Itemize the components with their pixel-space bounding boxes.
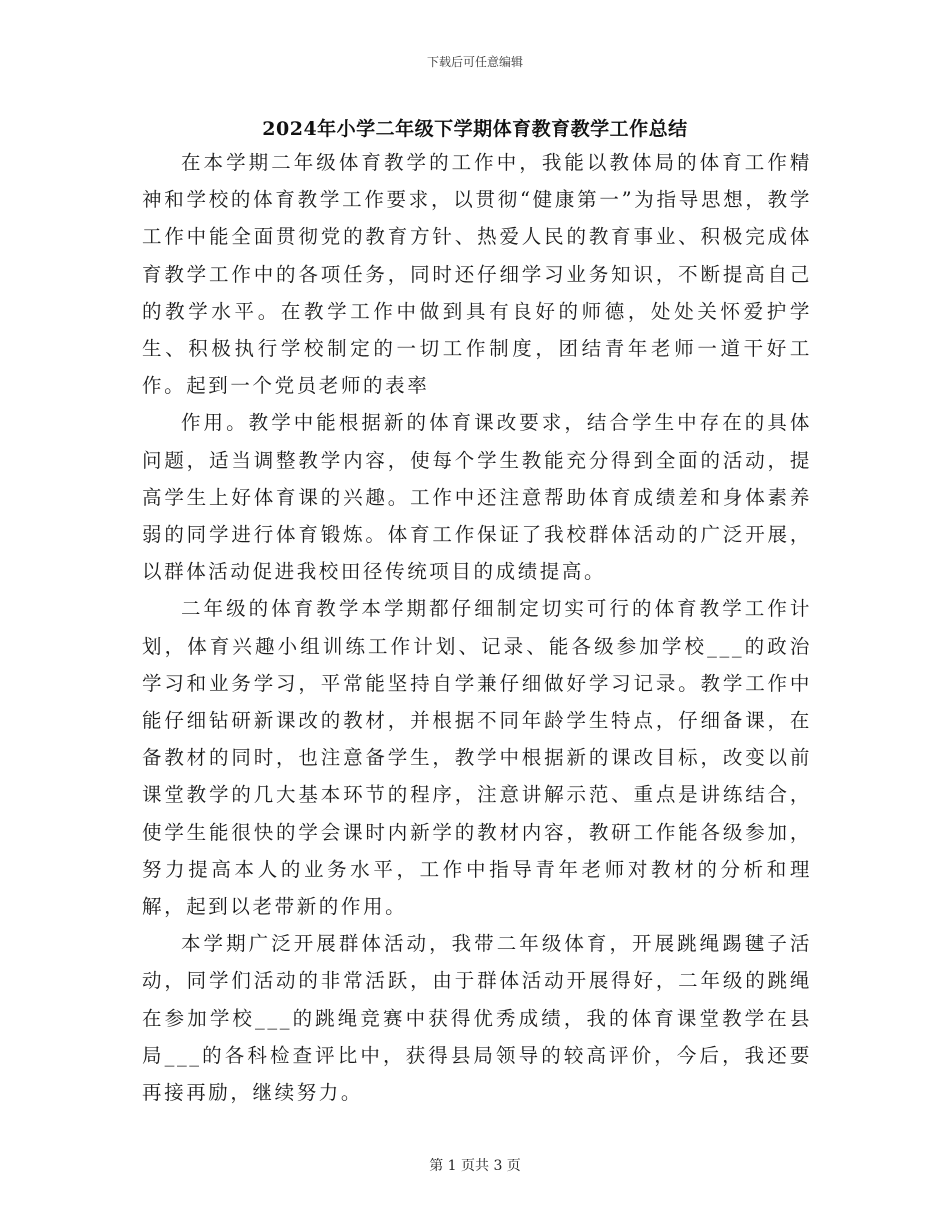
page-number: 第 1 页共 3 页 [429,1158,521,1174]
paragraph: 在本学期二年级体育教学的工作中，我能以教体局的体育工作精神和学校的体育教学工作要求，以贯彻“健康第一”为指导思想，教学工作中能全面贯彻党的教育方针、热爱人民的教育事业、积极完成体育教学工作中的各项任务，同时还仔细学习业务知识，不断提高自己的教学水平。在教学工作中做到具有良好的师德，处处关怀爱护学生、积极执行学校制定的一切工作制度，团结青年老师一道干好工作。起到一个党员老师的表率 [142,151,812,398]
paragraph: 二年级的体育教学本学期都仔细制定切实可行的体育教学工作计划，体育兴趣小组训练工作计划、记录、能各级参加学校___的政治学习和业务学习，平常能坚持自学兼仔细做好学习记录。教学工作中能仔细钻研新课改的教材，并根据不同年龄学生特点，仔细备课，在备教材的同时，也注意备学生，教学中根据新的课改目标，改变以前课堂教学的几大基本环节的程序，注意讲解示范、重点是讲练结合，使学生能很快的学会课时内新学的教材内容，教研工作能各级参加，努力提高本人的业务水平，工作中指导青年老师对教材的分析和理解，起到以老带新的作用。 [142,597,812,919]
document-title: 2024年小学二年级下学期体育教育教学工作总结 [262,118,688,140]
paragraph: 作用。教学中能根据新的体育课改要求，结合学生中存在的具体问题，适当调整教学内容，使每个学生教能充分得到全面的活动，提高学生上好体育课的兴趣。工作中还注意帮助体育成绩差和身体素养弱的同学进行体育锻炼。体育工作保证了我校群体活动的广泛开展，以群体活动促进我校田径传统项目的成绩提高。 [142,411,812,584]
document-body [142,144,812,1111]
paragraph: 本学期广泛开展群体活动，我带二年级体育，开展跳绳踢毽子活动，同学们活动的非常活跃，由于群体活动开展得好，二年级的跳绳在参加学校___的跳绳竞赛中获得优秀成绩，我的体育课堂教学在县局___的各科检查评比中，获得县局领导的较高评价，今后，我还要再接再励，继续努力。 [142,932,812,1105]
download-note: 下载后可任意编辑 [426,55,523,69]
